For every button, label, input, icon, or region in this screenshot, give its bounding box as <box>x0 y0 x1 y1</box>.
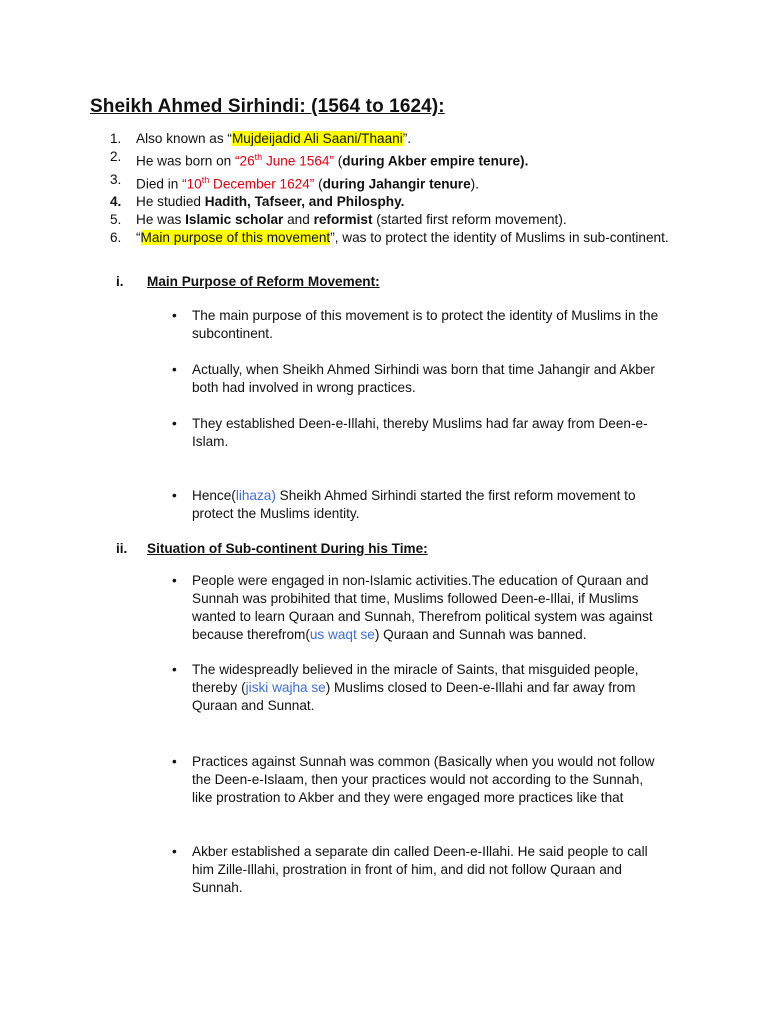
text-run: He was born on <box>136 153 235 169</box>
bullet-icon: • <box>172 662 177 677</box>
text-run: The main purpose of this movement is to protect the identity of Muslims in the subcontinent. <box>192 308 659 341</box>
bullet-icon: • <box>172 416 177 431</box>
text-run: during Jahangir tenure <box>322 176 471 192</box>
bullet-item <box>172 487 662 523</box>
bullet-icon: • <box>172 308 177 323</box>
list-number: 1. <box>110 131 122 146</box>
bullet-item <box>172 415 662 451</box>
text-run: “26 <box>235 153 255 169</box>
text-run: “10 <box>182 176 202 192</box>
text-run: th <box>201 174 210 185</box>
list-number: 5. <box>110 212 122 228</box>
text-run: th <box>254 152 263 162</box>
list-text <box>136 171 670 194</box>
bullet-text <box>192 307 662 343</box>
text-run: “ <box>136 230 141 246</box>
list-item <box>110 148 670 171</box>
text-run: and <box>283 212 314 228</box>
list-number: 4. <box>110 194 122 210</box>
section-title: Situation of Sub-continent During his Time: <box>147 541 428 556</box>
section-numeral: ii. <box>116 541 128 556</box>
list-text <box>136 211 670 229</box>
text-run: Hadith, Tafseer, and Philosphy. <box>204 194 405 210</box>
text-run: reformist <box>313 212 373 228</box>
text-run: ( <box>333 153 343 169</box>
text-run: Died in <box>136 176 183 192</box>
bullet-text <box>192 843 662 897</box>
section-numeral: i. <box>116 274 124 289</box>
text-run: Practices against Sunnah was common (Basically when you would not follow the Deen-e-Islaam, then your practices would not according to the Sunnah, like prostration to Akber and they were engaged more practices like that <box>192 754 655 805</box>
bullet-text <box>192 361 662 397</box>
text-run: People were engaged in non-Islamic activities.The education of Quraan and Sunnah was probihited that time, Muslims followed Deen-e-Illai, if Muslims wanted to learn Quraan and Sunnah, Therefrom political system was against because therefrom( <box>192 573 653 642</box>
list-item <box>110 211 670 229</box>
text-run: ”, was to protect the identity of Muslims in sub-continent. <box>330 230 669 246</box>
bullet-text <box>192 572 662 644</box>
list-number: 2. <box>110 149 122 164</box>
bullet-text <box>192 753 662 807</box>
text-run: Actually, when Sheikh Ahmed Sirhindi was born that time Jahangir and Akber both had involved in wrong practices. <box>192 362 655 395</box>
section-title: Main Purpose of Reform Movement: <box>147 274 380 289</box>
bullet-icon: • <box>172 754 177 769</box>
bullet-item <box>172 661 662 715</box>
text-run: The widespreadly believed in the miracle of Saints, that misguided people, thereby ( <box>192 662 639 695</box>
bullet-icon: • <box>172 844 177 859</box>
bullet-item <box>172 361 662 397</box>
facts-list <box>110 130 670 247</box>
bullet-icon: • <box>172 362 177 377</box>
text-run: us waqt se <box>309 627 375 642</box>
text-run: Main purpose of this movement <box>140 230 331 246</box>
text-run: (started first reform movement). <box>372 212 567 228</box>
text-run: Also known as “ <box>136 131 232 146</box>
bullet-item <box>172 753 662 807</box>
text-run: ”. <box>402 131 412 146</box>
text-run: ) Quraan and Sunnah was banned. <box>374 627 587 642</box>
text-run: He was <box>136 212 186 228</box>
document-title: Sheikh Ahmed Sirhindi: (1564 to 1624): <box>90 96 445 117</box>
list-text <box>136 148 670 171</box>
bullet-item <box>172 307 662 343</box>
text-run: December 1624” <box>209 176 315 192</box>
bullet-text <box>192 487 662 523</box>
text-run: ). <box>470 176 479 192</box>
list-item <box>110 171 670 194</box>
bullet-icon: • <box>172 573 177 588</box>
bullet-item <box>172 843 662 897</box>
text-run: Akber established a separate din called Deen-e-Illahi. He said people to call him Zille-Illahi, prostration in front of him, and did not follow Quraan and Sunnah. <box>192 844 648 895</box>
text-run: Sheikh Ahmed Sirhindi started the first reform movement to protect the Muslims identity. <box>192 488 636 521</box>
text-run: He studied <box>136 194 205 210</box>
text-run: ) Muslims closed to Deen-e-Illahi and far away from Quraan and Sunnat. <box>192 680 636 713</box>
list-text <box>136 193 670 211</box>
text-run: jiski wajha se <box>245 680 326 695</box>
text-run: Hence( <box>192 488 236 503</box>
text-run: They established Deen-e-Illahi, thereby Muslims had far away from Deen-e-Islam. <box>192 416 648 449</box>
list-item <box>110 130 670 148</box>
list-text <box>136 130 670 148</box>
bullet-text <box>192 415 662 451</box>
list-item <box>110 229 670 247</box>
section-heading <box>116 274 380 289</box>
list-item <box>110 193 670 211</box>
text-run: during Akber empire tenure). <box>342 153 529 169</box>
section-heading <box>116 541 428 556</box>
text-run: Islamic scholar <box>185 212 284 228</box>
text-run: ( <box>314 176 323 192</box>
text-run: lihaza) <box>235 488 276 503</box>
list-text <box>136 229 670 247</box>
text-run: June 1564” <box>262 153 334 169</box>
bullet-icon: • <box>172 488 177 503</box>
list-number: 3. <box>110 171 122 187</box>
list-number: 6. <box>110 230 122 246</box>
text-run: Mujdeijadid Ali Saani/Thaani <box>231 131 403 146</box>
bullet-text <box>192 661 662 715</box>
bullet-item <box>172 572 662 644</box>
